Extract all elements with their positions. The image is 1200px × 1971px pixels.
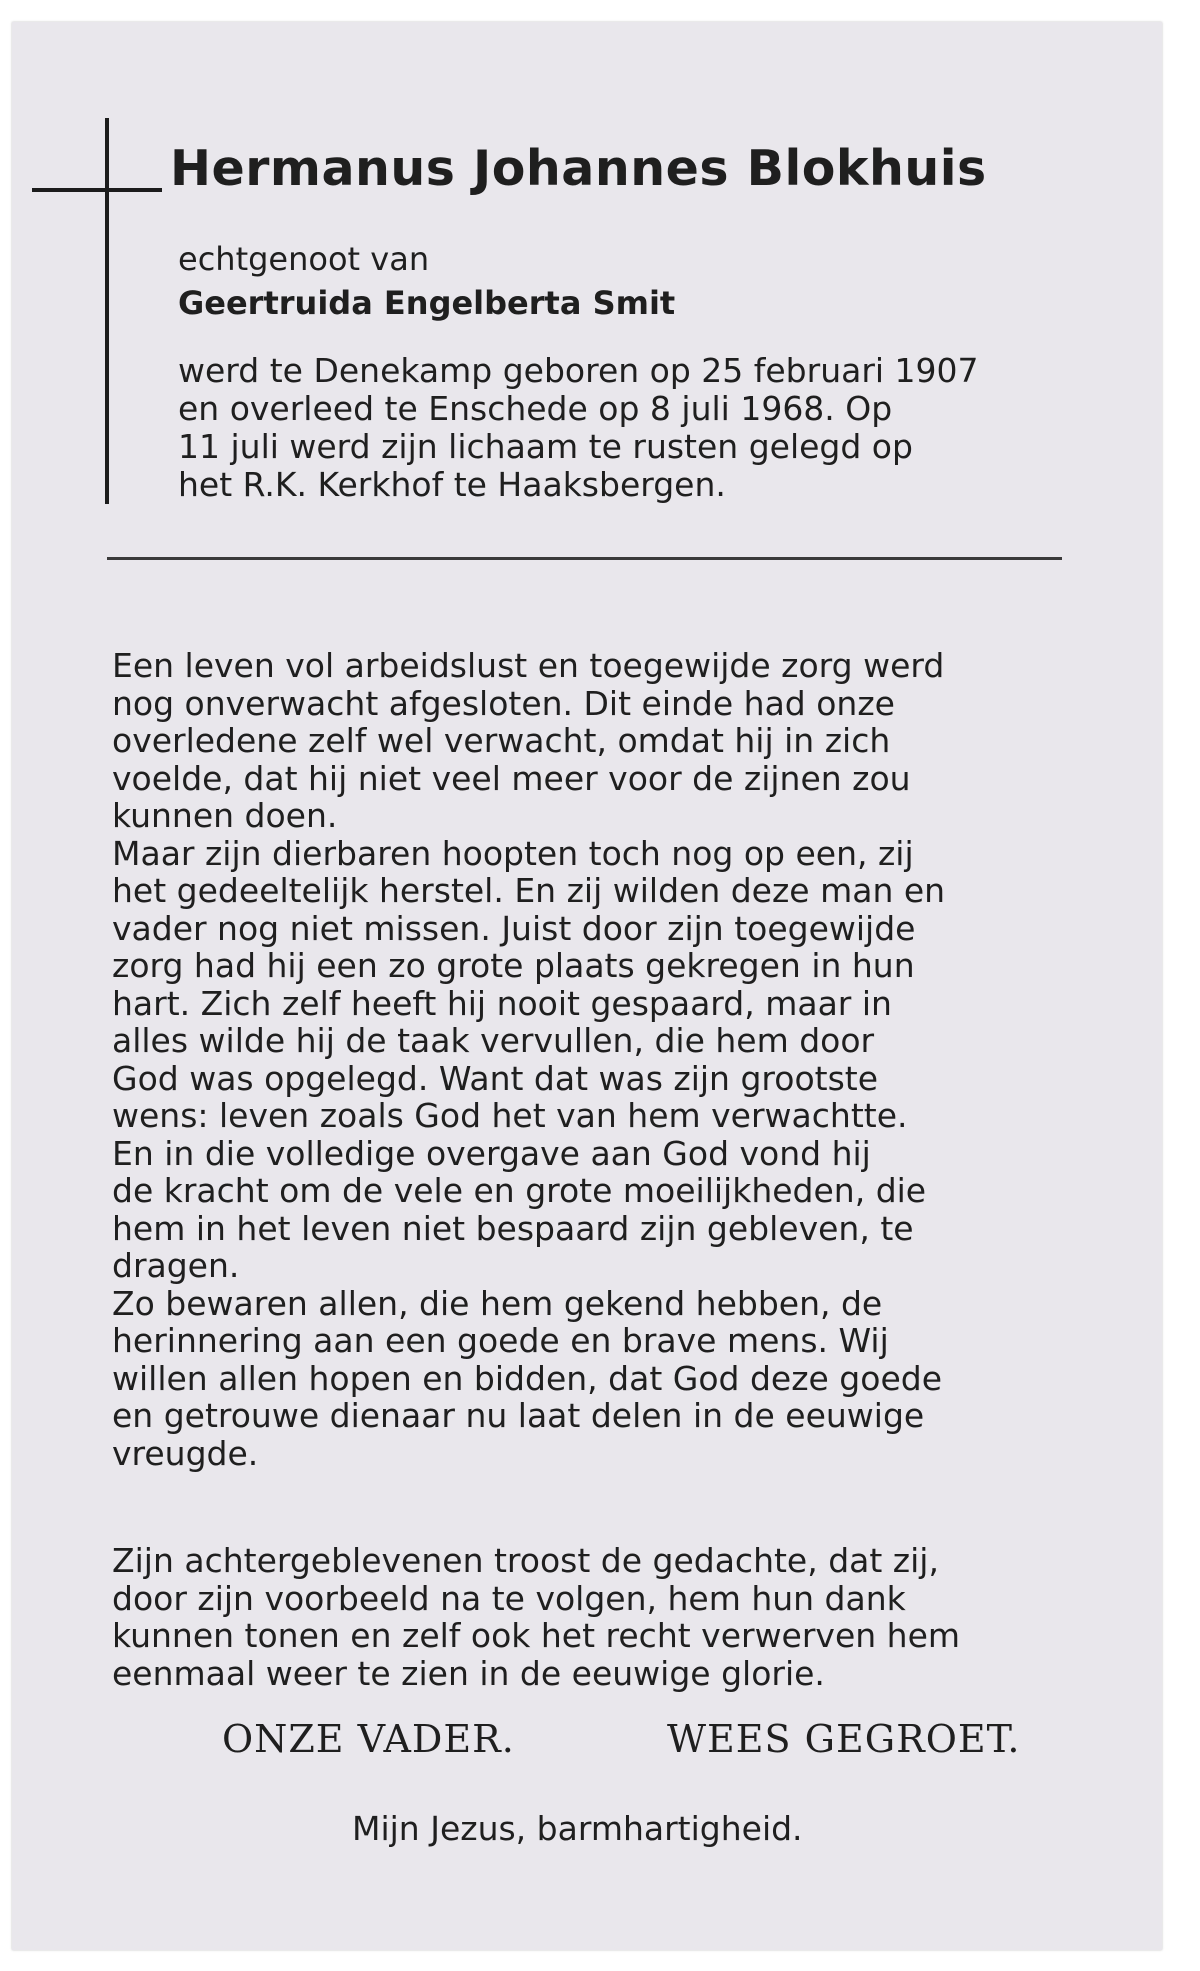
- text-line: door zijn voorbeeld na te volgen, hem hun dank: [112, 1578, 906, 1618]
- memorial-card: [12, 22, 1162, 1950]
- text-line: werd te Denekamp geboren op 25 februari 1907: [178, 351, 979, 390]
- text-line: de kracht om de vele en grote moeilijkheden, die: [112, 1171, 927, 1210]
- text-line: 11 juli werd zijn lichaam te rusten gelegd op: [178, 427, 913, 466]
- spouse-label: echtgenoot van: [178, 240, 430, 278]
- text-line: herinnering aan een goede en brave mens. Wij: [112, 1321, 889, 1360]
- text-line: kunnen tonen en zelf ook het recht verwerven hem: [112, 1616, 961, 1655]
- text-line: het R.K. Kerkhof te Haaksbergen.: [178, 465, 726, 504]
- text-line: het gedeeltelijk herstel. En zij wilden deze man en: [112, 871, 946, 910]
- text-line: hem in het leven niet bespaard zijn gebleven, te: [112, 1208, 914, 1248]
- text-line: En in die volledige overgave aan God vond hij: [112, 1133, 871, 1173]
- text-line: en overleed te Enschede op 8 juli 1968. Op: [178, 389, 893, 428]
- text-line: zorg had hij een zo grote plaats gekregen in hun: [112, 946, 915, 985]
- spouse-name: Geertruida Engelberta Smit: [178, 284, 676, 322]
- text-line: wens: leven zoals God het van hem verwachtte.: [112, 1096, 908, 1135]
- text-line: Zo bewaren allen, die hem gekend hebben, de: [112, 1283, 883, 1323]
- text-line: eenmaal weer te zien in de eeuwige glorie.: [112, 1653, 825, 1693]
- text-line: overledene zelf wel verwacht, omdat hij in zich: [112, 721, 891, 760]
- text-line: vader nog niet missen. Juist door zijn toegewijde: [112, 908, 916, 948]
- cross-icon: [105, 118, 109, 504]
- consolation-text: [112, 1542, 960, 1692]
- memorial-text: [112, 647, 945, 1472]
- text-line: alles wilde hij de taak vervullen, die hem door: [112, 1021, 875, 1060]
- text-line: Maar zijn dierbaren hoopten toch nog op een, zij: [112, 833, 914, 873]
- divider-line: [107, 557, 1062, 560]
- text-line: nog onverwacht afgesloten. Dit einde had onze: [112, 683, 895, 723]
- text-line: en getrouwe dienaar nu laat delen in de eeuwige: [112, 1396, 925, 1435]
- text-line: dragen.: [112, 1246, 240, 1285]
- text-line: Een leven vol arbeidslust en toegewijde zorg werd: [112, 646, 945, 685]
- birth-death-text: [178, 352, 1058, 504]
- text-line: voelde, dat hij niet veel meer voor de zijnen zou: [112, 758, 911, 798]
- deceased-name: Hermanus Johannes Blokhuis: [170, 140, 987, 197]
- cross-crossbar: [32, 188, 162, 192]
- text-line: God was opgelegd. Want dat was zijn grootste: [112, 1058, 879, 1098]
- prayer-hail-mary: WEES GEGROET.: [667, 1717, 1021, 1761]
- closing-invocation: Mijn Jezus, barmhartigheid.: [352, 1809, 803, 1848]
- prayer-our-father: ONZE VADER.: [222, 1717, 515, 1761]
- text-line: Zijn achtergeblevenen troost de gedachte, dat zij,: [112, 1541, 939, 1580]
- text-line: hart. Zich zelf heeft hij nooit gespaard, maar in: [112, 983, 892, 1023]
- text-line: willen allen hopen en bidden, dat God deze goede: [112, 1358, 942, 1398]
- text-line: vreugde.: [112, 1433, 259, 1473]
- text-line: kunnen doen.: [112, 796, 338, 835]
